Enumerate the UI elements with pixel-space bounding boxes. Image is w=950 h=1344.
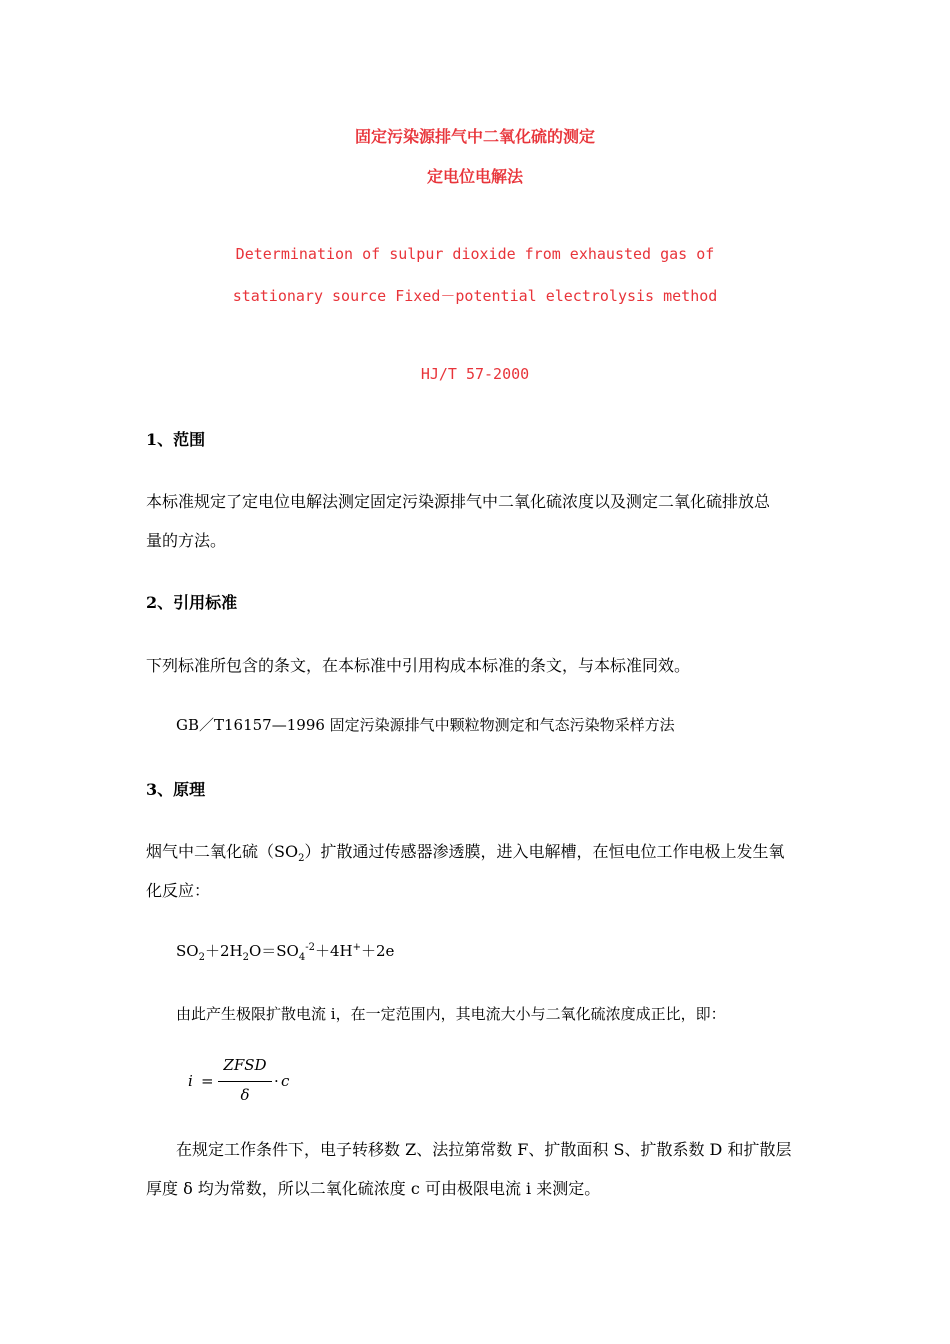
formula-numerator: ZFSD [223, 1056, 267, 1074]
current-formula [188, 1056, 298, 1108]
reaction-part-5: ＋2e [360, 942, 395, 960]
reaction-part-4: ＋4H [314, 942, 353, 960]
reaction-sup-3: -2 [305, 942, 315, 953]
section-2-para: 下列标准所包含的条文，在本标准中引用构成本标准的条文，与本标准同效。 [146, 656, 691, 675]
section-3-heading: 3、原理 [146, 780, 206, 799]
section-3-para-line1-b: ）扩散通过传感器渗透膜，进入电解槽，在恒电位工作电极上发生氧 [304, 842, 785, 861]
title-en-line1: Determination of sulpur dioxide from exhausted gas of [235, 245, 715, 263]
section-2-reference: GB／T16157—1996 固定污染源排气中颗粒物测定和气态污染物采样方法 [176, 716, 675, 734]
reaction-sup-4: + [352, 942, 361, 953]
reaction-sub-3: 4 [298, 952, 306, 963]
conditions-line2: 厚度 δ 均为常数，所以二氧化硫浓度 c 可由极限电流 i 来测定。 [146, 1179, 601, 1198]
formula-lhs: i [188, 1072, 193, 1090]
reaction-part-2: ＋2H [204, 942, 243, 960]
reaction-sub-2: 2 [242, 952, 249, 963]
formula-variable: c [281, 1072, 290, 1090]
current-description: 由此产生极限扩散电流 i，在一定范围内，其电流大小与二氧化硫浓度成正比，即： [176, 1005, 726, 1023]
title-cn-line1: 固定污染源排气中二氧化硫的测定 [354, 127, 595, 146]
reaction-part-3: O＝SO [248, 942, 299, 960]
title-en-line2: stationary source Fixed－potential electrolysis method [232, 287, 718, 305]
formula-denominator: δ [240, 1086, 250, 1104]
so2-subscript: 2 [298, 853, 305, 865]
formula-equals: = [201, 1072, 214, 1090]
section-2-heading: 2、引用标准 [146, 593, 238, 612]
formula-fraction-bar [218, 1081, 272, 1082]
section-1-para-line1: 本标准规定了定电位电解法测定固定污染源排气中二氧化硫浓度以及测定二氧化硫排放总 [146, 492, 771, 511]
section-1-heading: 1、范围 [146, 430, 206, 449]
formula-dot: · [274, 1072, 279, 1090]
section-3-para-line1-a: 烟气中二氧化硫（SO [146, 842, 299, 861]
reaction-equation [176, 940, 394, 961]
section-1-para-line2: 量的方法。 [146, 531, 227, 550]
standard-code: HJ/T 57-2000 [420, 365, 530, 383]
reaction-part-1: SO [176, 942, 199, 960]
title-cn-line2: 定电位电解法 [426, 167, 523, 186]
reaction-sub-1: 2 [198, 952, 205, 963]
section-3-para-line1 [146, 839, 785, 865]
conditions-line1: 在规定工作条件下，电子转移数 Z、法拉第常数 F、扩散面积 S、扩散系数 D 和扩散层 [176, 1140, 792, 1159]
section-3-para-line2: 化反应： [146, 881, 211, 900]
